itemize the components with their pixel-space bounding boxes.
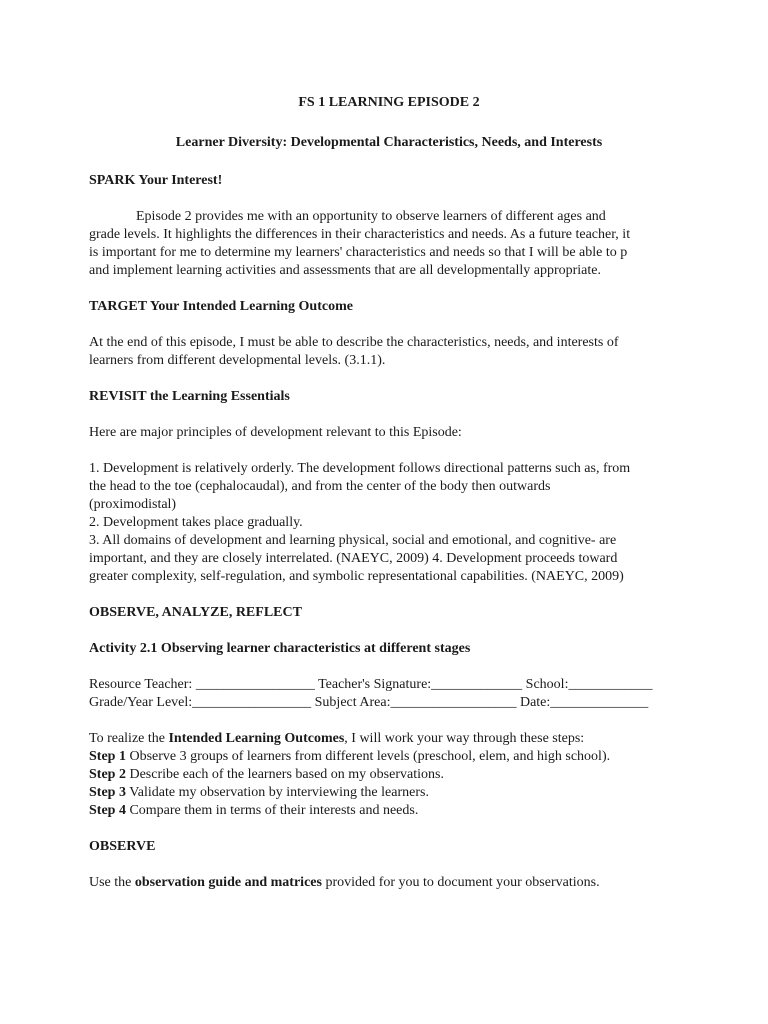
step-label: Step 1 xyxy=(89,749,126,764)
principle-line: greater complexity, self-regulation, and symbolic representational capabilities. (NAEYC, 2009) xyxy=(89,569,624,584)
principles-list xyxy=(89,460,689,586)
observe-bold: observation guide and matrices xyxy=(134,875,322,890)
episode-title: FS 1 LEARNING EPISODE 2 xyxy=(298,95,480,110)
step-text: Describe each of the learners based on my observations. xyxy=(125,767,444,782)
step-text: Observe 3 groups of learners from different levels (preschool, elem, and high school). xyxy=(125,749,611,764)
step-item xyxy=(89,802,689,820)
principle-line: 3. All domains of development and learning physical, social and emotional, and cognitive- are xyxy=(89,533,617,548)
form-line-teacher: Resource Teacher: _________________ Teacher's Signature:_____________ School:____________ xyxy=(89,677,653,692)
paragraph-line: Episode 2 provides me with an opportunity to observe learners of different ages and xyxy=(136,209,606,224)
paragraph-line: and implement learning activities and assessments that are all developmentally appropriate. xyxy=(89,263,601,278)
step-text: Compare them in terms of their interests and needs. xyxy=(125,803,419,818)
paragraph-line: learners from different developmental levels. (3.1.1). xyxy=(89,353,386,368)
steps-intro-pre: To realize the xyxy=(89,731,169,746)
paragraph-line: grade levels. It highlights the differences in their characteristics and needs. As a future teacher, it xyxy=(89,227,631,242)
revisit-intro: Here are major principles of development relevant to this Episode: xyxy=(89,425,462,440)
episode-subtitle: Learner Diversity: Developmental Characteristics, Needs, and Interests xyxy=(175,135,603,150)
step-label: Step 2 xyxy=(89,767,126,782)
observe-heading: OBSERVE xyxy=(89,839,156,854)
steps-intro-post: , I will work your way through these steps: xyxy=(344,731,585,746)
step-label: Step 4 xyxy=(89,803,126,818)
target-paragraph xyxy=(89,334,689,370)
observe-paragraph xyxy=(89,874,689,892)
spark-paragraph xyxy=(89,208,689,280)
activity-heading: Activity 2.1 Observing learner characteristics at different stages xyxy=(89,641,471,656)
form-fields xyxy=(89,676,689,712)
observe-post: provided for you to document your observations. xyxy=(321,875,600,890)
step-item xyxy=(89,784,689,802)
spark-heading: SPARK Your Interest! xyxy=(89,173,223,188)
step-text: Validate my observation by interviewing the learners. xyxy=(125,785,429,800)
paragraph-line: is important for me to determine my learners' characteristics and needs so that I will be able to p xyxy=(89,245,628,260)
revisit-heading: REVISIT the Learning Essentials xyxy=(89,389,290,404)
target-heading: TARGET Your Intended Learning Outcome xyxy=(89,299,353,314)
observe-analyze-reflect-heading: OBSERVE, ANALYZE, REFLECT xyxy=(89,605,302,620)
principle-line: the head to the toe (cephalocaudal), and from the center of the body then outwards xyxy=(89,479,551,494)
step-label: Step 3 xyxy=(89,785,126,800)
steps-list xyxy=(89,730,689,820)
form-line-grade: Grade/Year Level:_________________ Subject Area:__________________ Date:______________ xyxy=(89,695,649,710)
step-item xyxy=(89,766,689,784)
steps-intro-bold: Intended Learning Outcomes xyxy=(168,731,345,746)
steps-intro xyxy=(89,730,689,748)
document-page xyxy=(89,94,689,910)
principle-line: important, and they are closely interrelated. (NAEYC, 2009) 4. Development proceeds toward xyxy=(89,551,618,566)
step-item xyxy=(89,748,689,766)
principle-line: 2. Development takes place gradually. xyxy=(89,515,303,530)
paragraph-line: At the end of this episode, I must be able to describe the characteristics, needs, and interests of xyxy=(89,335,619,350)
observe-pre: Use the xyxy=(89,875,135,890)
principle-line: 1. Development is relatively orderly. The development follows directional patterns such as, from xyxy=(89,461,631,476)
principle-line: (proximodistal) xyxy=(89,497,177,512)
